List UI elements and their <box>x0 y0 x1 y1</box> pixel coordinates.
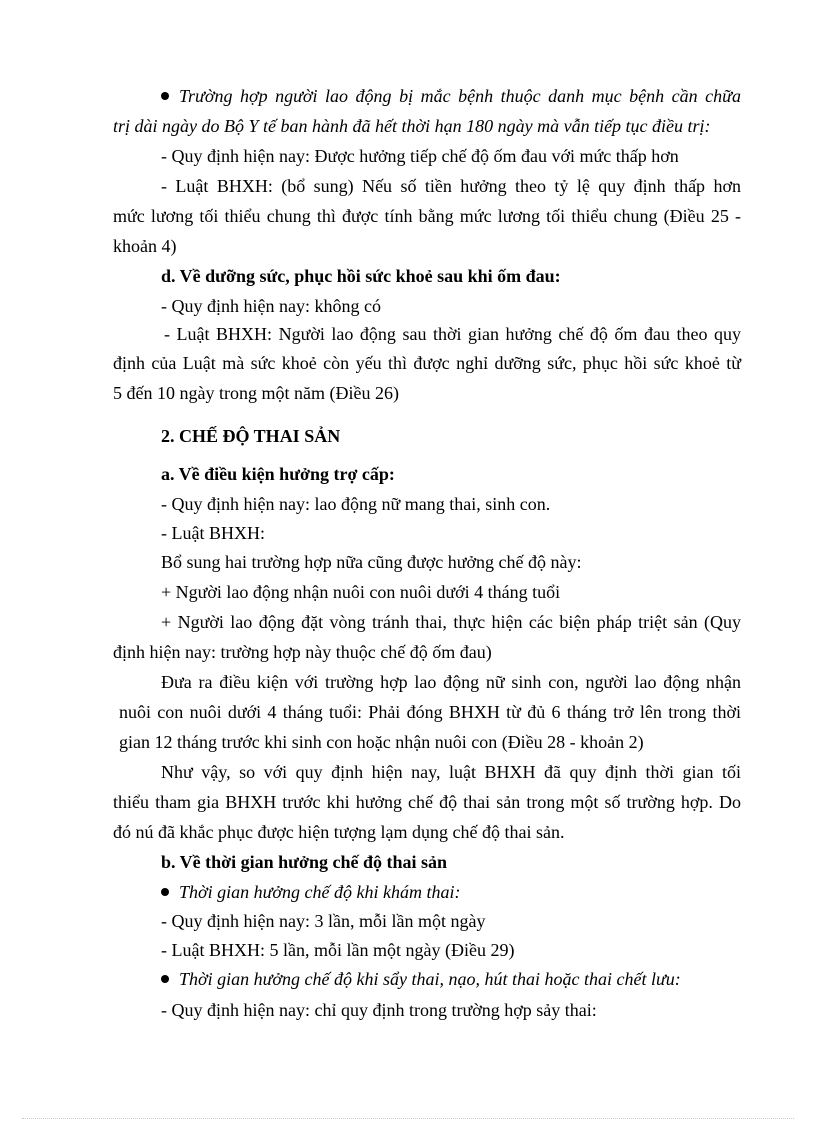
paragraph-line: + Người lao động đặt vòng tránh thai, thực hiện các biện pháp triệt sản (Quy <box>161 612 741 632</box>
paragraph-line: - Luật BHXH: Người lao động sau thời gian hưởng chế độ ốm đau theo quy <box>164 324 741 344</box>
paragraph-line: gian 12 tháng trước khi sinh con hoặc nhận nuôi con (Điều 28 - khoản 2) <box>119 732 644 752</box>
paragraph-line: đó nú đã khắc phục được hiện tượng lạm dụng chế độ thai sản. <box>113 822 565 842</box>
paragraph-line: - Luật BHXH: <box>161 523 265 543</box>
page-bottom-divider <box>22 1118 794 1119</box>
section-heading: a. Về điều kiện hưởng trợ cấp: <box>161 464 395 484</box>
paragraph-line: Bổ sung hai trường hợp nữa cũng được hưởng chế độ này: <box>161 552 582 572</box>
paragraph-line: mức lương tối thiểu chung thì được tính bằng mức lương tối thiểu chung (Điều 25 - <box>113 206 741 226</box>
paragraph-line: 5 đến 10 ngày trong một năm (Điều 26) <box>113 383 399 403</box>
paragraph-line: - Luật BHXH: 5 lần, mỗi lần một ngày (Điều 29) <box>161 940 515 960</box>
paragraph-line: - Quy định hiện nay: chỉ quy định trong trường hợp sảy thai: <box>161 1000 597 1020</box>
paragraph-line: định hiện nay: trường hợp này thuộc chế độ ốm đau) <box>113 642 492 662</box>
paragraph-line: - Quy định hiện nay: 3 lần, mỗi lần một ngày <box>161 911 486 931</box>
bullet-paragraph-line: Trường hợp người lao động bị mắc bệnh thuộc danh mục bệnh cần chữa <box>161 84 741 108</box>
bullet-line: Thời gian hưởng chế độ khi khám thai: <box>161 880 461 904</box>
bullet-icon <box>161 975 169 983</box>
paragraph-line: - Luật BHXH: (bổ sung) Nếu số tiền hưởng theo tỷ lệ quy định thấp hơn <box>161 176 741 196</box>
paragraph-line: - Quy định hiện nay: lao động nữ mang thai, sinh con. <box>161 494 551 514</box>
paragraph-line: Như vậy, so với quy định hiện nay, luật BHXH đã quy định thời gian tối <box>161 762 741 782</box>
section-heading: d. Về dưỡng sức, phục hồi sức khoẻ sau khi ốm đau: <box>161 266 561 286</box>
paragraph-line: - Quy định hiện nay: Được hưởng tiếp chế độ ốm đau với mức thấp hơn <box>161 146 679 166</box>
paragraph-line: định của Luật mà sức khoẻ còn yếu thì được nghỉ dưỡng sức, phục hồi sức khoẻ từ <box>113 353 741 373</box>
bullet-line: Thời gian hưởng chế độ khi sẩy thai, nạo, hút thai hoặc thai chết lưu: <box>161 967 681 991</box>
paragraph-line: + Người lao động nhận nuôi con nuôi dưới 4 tháng tuổi <box>161 582 561 602</box>
paragraph-line: - Quy định hiện nay: không có <box>161 296 381 316</box>
paragraph-line: trị dài ngày do Bộ Y tế ban hành đã hết thời hạn 180 ngày mà vẫn tiếp tục điều trị: <box>113 116 711 136</box>
bullet-icon <box>161 92 169 100</box>
chapter-heading: 2. CHẾ ĐỘ THAI SẢN <box>161 426 341 446</box>
bullet-icon <box>161 888 169 896</box>
paragraph-line: thiểu tham gia BHXH trước khi hưởng chế độ thai sản trong một số trường hợp. Do <box>113 792 741 812</box>
paragraph-line: nuôi con nuôi dưới 4 tháng tuổi: Phải đóng BHXH từ đủ 6 tháng trở lên trong thời <box>119 702 741 722</box>
paragraph-line: Đưa ra điều kiện với trường hợp lao động nữ sinh con, người lao động nhận <box>161 672 741 692</box>
section-heading: b. Về thời gian hưởng chế độ thai sản <box>161 852 447 872</box>
paragraph-line: khoản 4) <box>113 236 177 256</box>
